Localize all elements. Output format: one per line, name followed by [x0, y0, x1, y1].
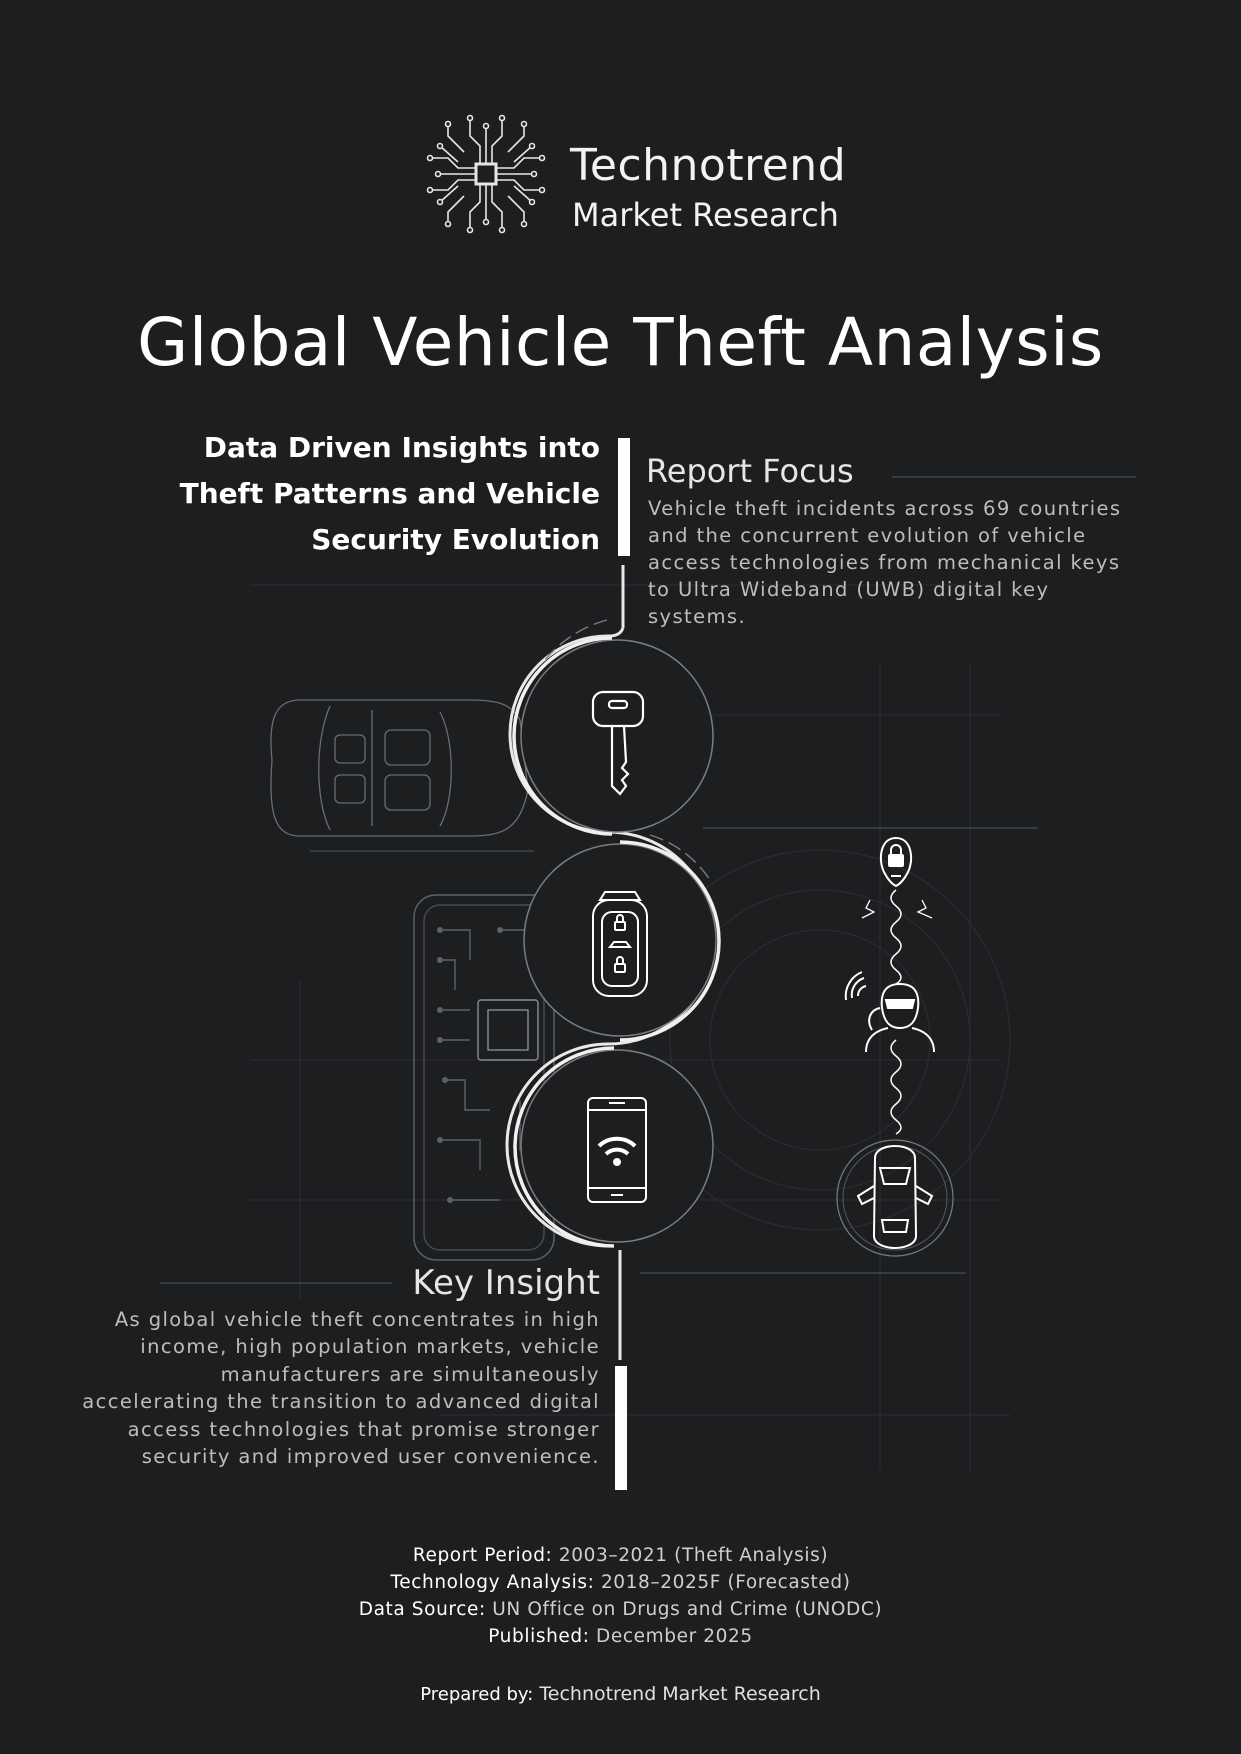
insight-accent-bar [615, 1366, 627, 1490]
key-insight-text: As global vehicle theft concentrates in high income, high population markets, vehicle manufacturers are simultaneously accelerating the transition to advanced digital access technologies that promise stronger security and improved user convenience. [82, 1308, 600, 1469]
relay-signal-lines [891, 890, 901, 1134]
prepared-label: Prepared by: [420, 1684, 534, 1705]
circuit-logo-icon [418, 106, 554, 242]
subtitle [160, 425, 600, 563]
thief-relay-icon [846, 972, 934, 1052]
logo-name: Technotrend [570, 140, 847, 191]
meta-value: UN Office on Drugs and Crime (UNODC) [492, 1599, 883, 1620]
meta-row [0, 1596, 1241, 1623]
subtitle-line: Security Evolution [311, 523, 600, 556]
fob-circle [524, 835, 716, 1036]
report-focus-text: Vehicle theft incidents across 69 countries and the concurrent evolution of vehicle access technologies from mechanical keys to Ultra Wideband (UWB) digital key systems. [648, 497, 1122, 628]
logo-subtitle: Market Research [572, 196, 839, 234]
meta-label: Technology Analysis: [390, 1572, 595, 1593]
car-outline-icon [271, 700, 528, 836]
report-focus-heading: Report Focus [646, 452, 854, 490]
subtitle-accent-bar [618, 438, 630, 556]
report-meta [0, 1542, 1241, 1650]
meta-label: Data Source: [358, 1599, 486, 1620]
subtitle-line: Data Driven Insights into [203, 431, 600, 464]
meta-row [0, 1623, 1241, 1650]
subtitle-line: Theft Patterns and Vehicle [179, 477, 600, 510]
meta-label: Report Period: [412, 1545, 553, 1566]
prepared-value: Technotrend Market Research [539, 1683, 821, 1705]
car-topview-icon [837, 1140, 953, 1256]
meta-value: December 2025 [596, 1626, 753, 1647]
meta-label: Published: [488, 1626, 590, 1647]
meta-value: 2018–2025F (Forecasted) [600, 1572, 851, 1593]
meta-value: 2003–2021 (Theft Analysis) [558, 1545, 829, 1566]
page-title: Global Vehicle Theft Analysis [137, 304, 1104, 381]
meta-row [0, 1569, 1241, 1596]
key-insight-heading: Key Insight [412, 1263, 600, 1303]
phone-circle [521, 1050, 713, 1242]
meta-row [0, 1542, 1241, 1569]
prepared-by [0, 1683, 1241, 1705]
